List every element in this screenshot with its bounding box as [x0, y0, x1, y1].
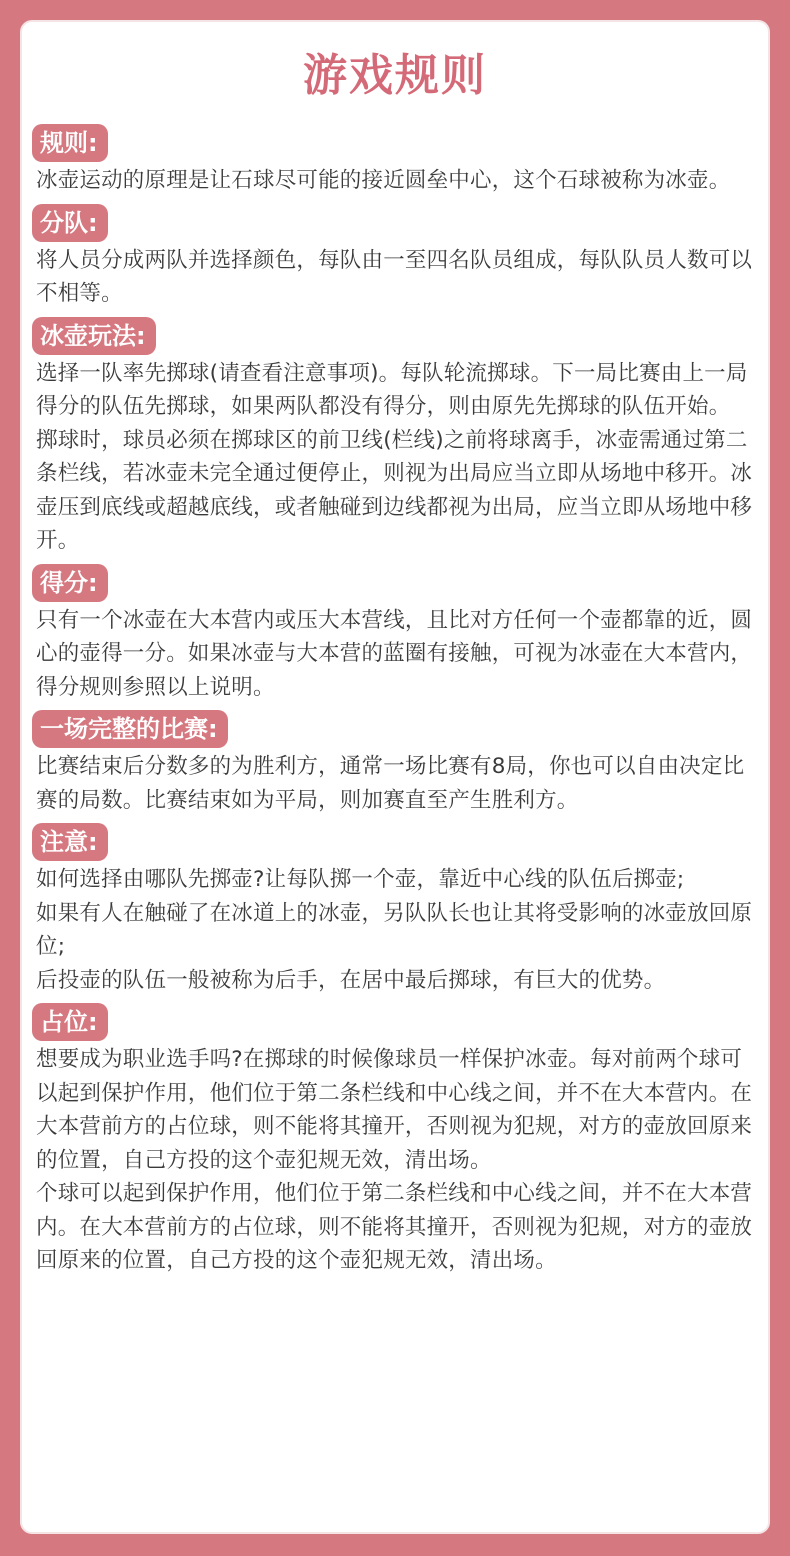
section-heading: 分队:	[32, 204, 108, 242]
section-paragraph: 后投壶的队伍一般被称为后手，在居中最后掷球，有巨大的优势。	[36, 967, 666, 993]
section-heading: 注意:	[32, 823, 108, 861]
section-heading: 规则:	[32, 124, 108, 162]
section-paragraph: 比赛结束后分数多的为胜利方，通常一场比赛有8局，你也可以自由决定比赛的局数。比赛结束如为平局，则加赛直至产生胜利方。	[36, 754, 745, 813]
section-paragraph: 将人员分成两队并选择颜色，每队由一至四名队员组成，每队队员人数可以不相等。	[36, 247, 753, 306]
section-paragraph: 如何选择由哪队先掷壶?让每队掷一个壶，靠近中心线的队伍后掷壶;	[36, 867, 685, 892]
section-paragraph: 如果有人在触碰了在冰道上的冰壶，另队队长也让其将受影响的冰壶放回原位;	[36, 900, 753, 959]
section-paragraph: 掷球时，球员必须在掷球区的前卫线(栏线)之前将球离手，冰壶需通过第二条栏线，若冰壶未完全通过便停止，则视为出局应当立即从场地中移开。冰壶压到底线或超越底线，或者触碰到边线都视为出局，应当立即从场地中移开。	[36, 427, 753, 553]
section-gameplay	[36, 317, 754, 558]
section-full-match	[36, 710, 754, 817]
section-heading: 占位:	[32, 1003, 108, 1041]
section-rules	[36, 124, 754, 198]
section-guard	[36, 1003, 754, 1278]
rules-card	[20, 20, 770, 1534]
section-paragraph: 选择一队率先掷球(请查看注意事项)。每队轮流掷球。下一局比赛由上一局得分的队伍先掷球，如果两队都没有得分，则由原先先掷球的队伍开始。	[36, 360, 748, 419]
section-heading: 冰壶玩法:	[32, 317, 156, 355]
section-paragraph: 个球可以起到保护作用，他们位于第二条栏线和中心线之间，并不在大本营内。在大本营前方的占位球，则不能将其撞开，否则视为犯规，对方的壶放回原来的位置，自己方投的这个壶犯规无效，清出场。	[36, 1181, 753, 1273]
section-paragraph: 冰壶运动的原理是让石球尽可能的接近圆垒中心，这个石球被称为冰壶。	[36, 168, 731, 193]
section-heading: 得分:	[32, 564, 108, 602]
section-paragraph: 想要成为职业选手吗?在掷球的时候像球员一样保护冰壶。每对前两个球可以起到保护作用，他们位于第二条栏线和中心线之间，并不在大本营内。在大本营前方的占位球，则不能将其撞开，否则视为犯规，对方的壶放回原来的位置，自己方投的这个壶犯规无效，清出场。	[36, 1047, 753, 1173]
section-teams	[36, 204, 754, 311]
section-notes	[36, 823, 754, 997]
section-heading: 一场完整的比赛:	[32, 710, 228, 748]
section-paragraph: 只有一个冰壶在大本营内或压大本营线，且比对方任何一个壶都靠的近，圆心的壶得一分。如果冰壶与大本营的蓝圈有接触，可视为冰壶在大本营内，得分规则参照以上说明。	[36, 607, 753, 700]
page-title: 游戏规则	[303, 50, 487, 101]
section-scoring	[36, 564, 754, 705]
